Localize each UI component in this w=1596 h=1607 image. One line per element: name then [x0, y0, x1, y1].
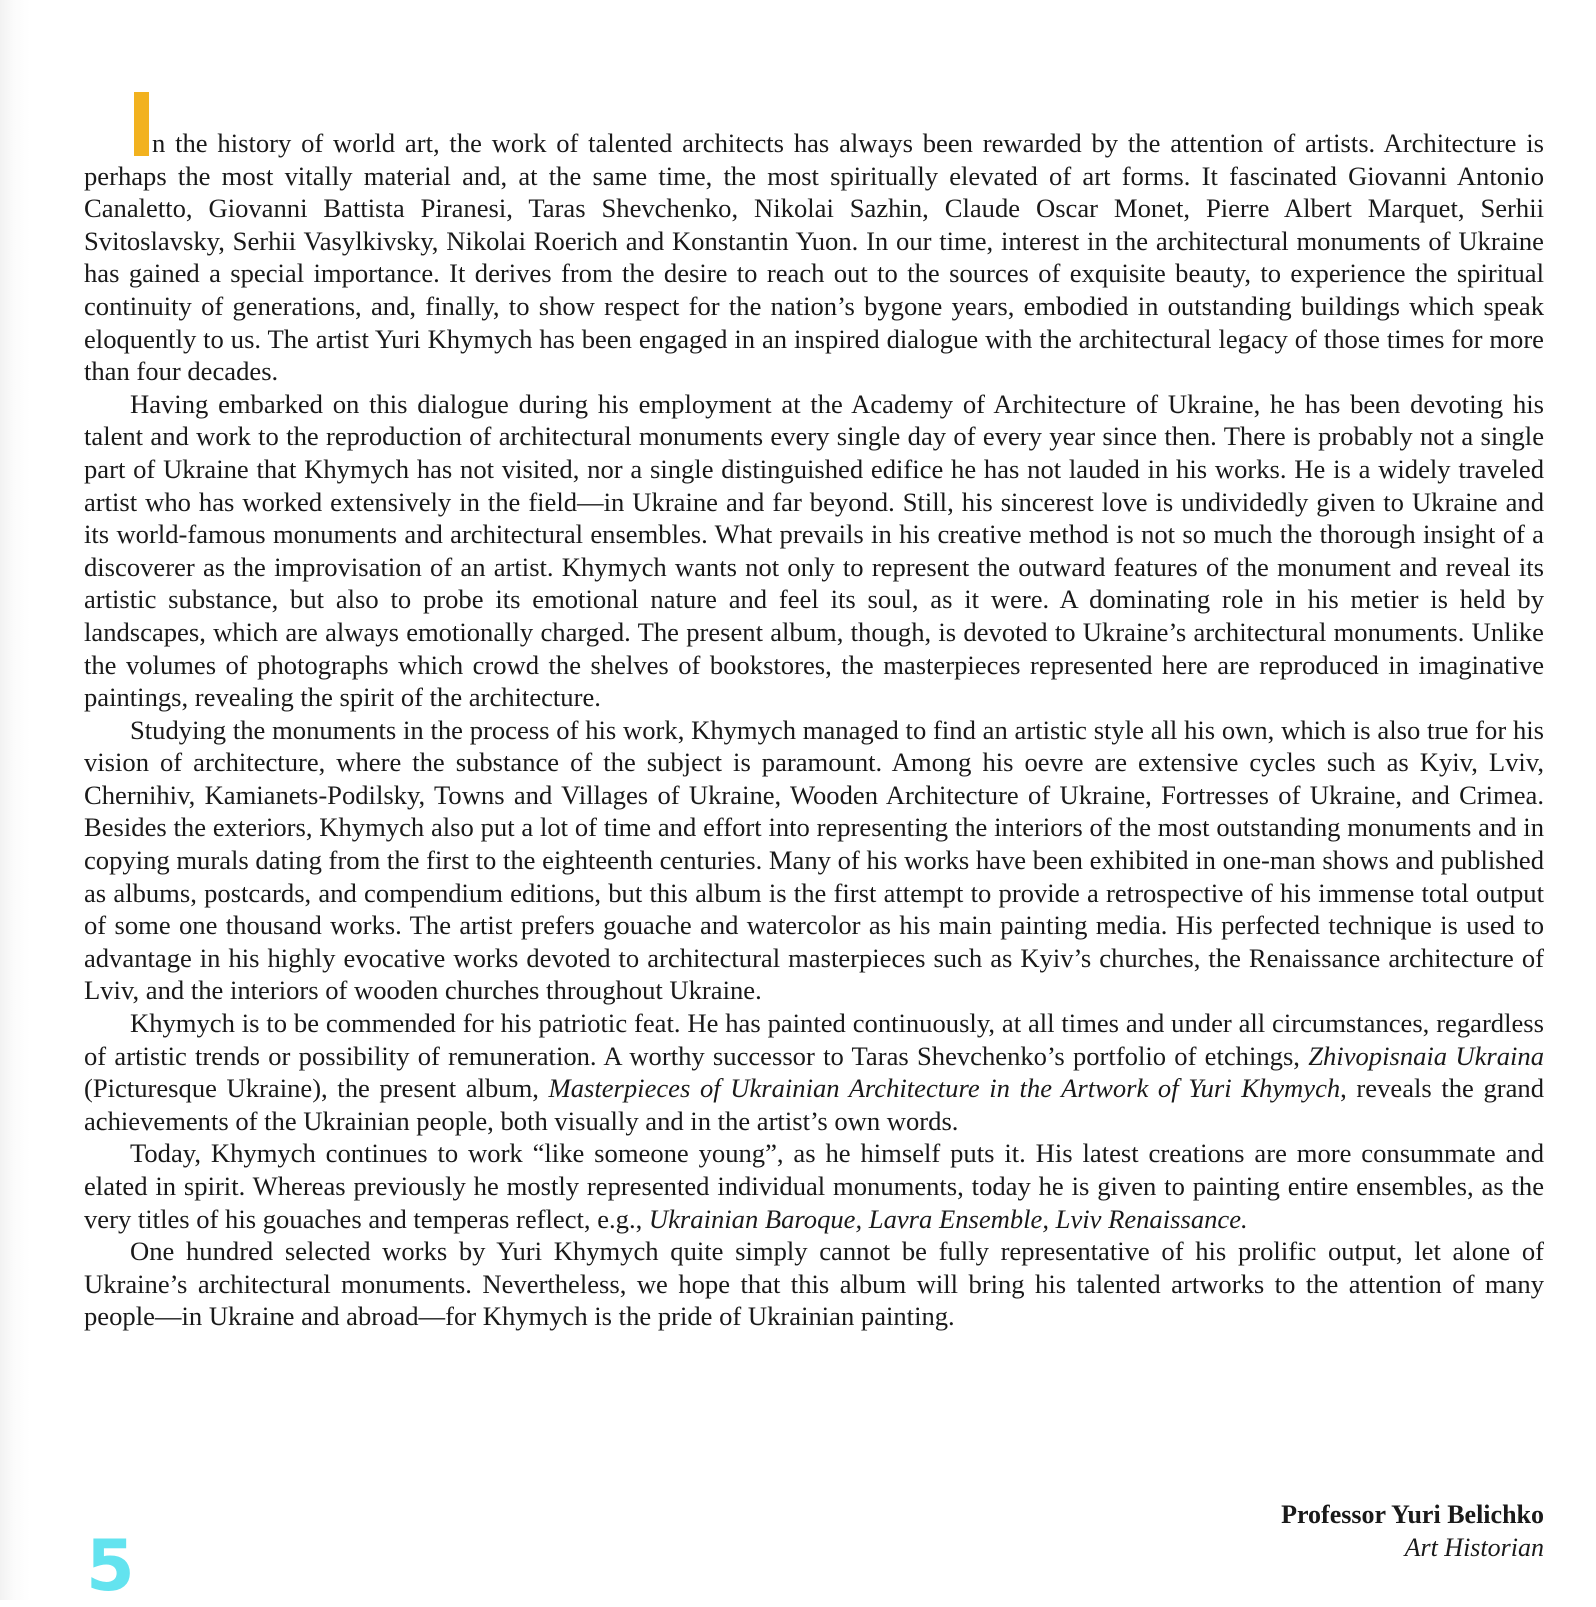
drop-cap-bar: [134, 92, 149, 156]
article-paragraph: [84, 1235, 1544, 1333]
author-signature: [1281, 1498, 1544, 1564]
article-paragraph: [84, 92, 1544, 388]
paragraph-text: (Picturesque Ukraine), the present album,: [84, 1073, 549, 1104]
article-paragraph: [84, 388, 1544, 714]
article-body: [84, 92, 1544, 1333]
article-paragraph: [84, 714, 1544, 1007]
page-number: 5: [86, 1525, 135, 1607]
paragraph-text: n the history of world art, the work of talented architects has always been rewarded by the attention of artists. Architecture is perhaps the most vitally material and, at the same time, the most spiritually elevated of art forms. It fascinated Giovanni Antonio Canaletto, Giovanni Battista Piranesi, Taras Shevchenko, Nikolai Sazhin, Claude Oscar Monet, Pierre Albert Marquet, Serhii Svitoslavsky, Serhii Vasylkivsky, Nikolai Roerich and Konstantin Yuon. In our time, interest in the architectural monuments of Ukraine has gained a special importance. It derives from the desire to reach out to the sources of exquisite beauty, to experience the spiritual continuity of generations, and, finally, to show respect for the nation’s bygone years, embodied in outstanding buildings which speak eloquently to us. The artist Yuri Khymych has been engaged in an inspired dialogue with the architectural legacy of those times for more than four decades.: [84, 128, 1544, 387]
paragraph-text: Today, Khymych continues to work “like someone young”, as he himself puts it. His latest creations are more consummate and elated in spirit. Whereas previously he mostly represented individual monuments, today he is given to painting entire ensembles, as the very titles of his gouaches and temperas reflect, e.g.,: [84, 1138, 1544, 1234]
paragraph-text: Having embarked on this dialogue during his employment at the Academy of Architecture of Ukraine, he has been devoting his talent and work to the reproduction of architectural monuments every single day of every year since then. There is probably not a single part of Ukraine that Khymych has not visited, nor a single distinguished edifice he has not lauded in his works. He is a widely traveled artist who has worked extensively in the field—in Ukraine and far beyond. Still, his sincerest love is undividedly given to Ukraine and its world-famous monuments and architectural ensembles. What prevails in his creative method is not so much the thorough insight of a discoverer as the improvisation of an artist. Khymych wants not only to represent the outward features of the monument and reveal its artistic substance, but also to probe its emotional nature and feel its soul, as it were. A dominating role in his metier is held by landscapes, which are always emotionally charged. The present album, though, is devoted to Ukraine’s architectural monuments. Unlike the volumes of photographs which crowd the shelves of bookstores, the masterpieces represented here are reproduced in imaginative paintings, revealing the spirit of the architecture.: [84, 388, 1544, 713]
paragraph-text: Khymych is to be commended for his patriotic feat. He has painted continuously, at all times and under all circumstances, regardless of artistic trends or possibility of remuneration. A worthy successor to Taras Shevchenko’s portfolio of etchings,: [84, 1008, 1544, 1071]
author-name: Professor Yuri Belichko: [1281, 1500, 1544, 1529]
paragraph-text: One hundred selected works by Yuri Khymych quite simply cannot be fully representative of his prolific output, let alone of Ukraine’s architectural monuments. Nevertheless, we hope that this album will bring his talented artworks to the attention of many people—in Ukraine and abroad—for Khymych is the pride of Ukrainian painting.: [84, 1236, 1544, 1332]
paragraph-text: , reveals the grand achievements of the Ukrainian people, both visually and in the artist’s own words.: [84, 1073, 1544, 1136]
article-paragraph: [84, 1137, 1544, 1235]
article-paragraph: [84, 1007, 1544, 1137]
italic-title: Ukrainian Baroque, Lavra Ensemble, Lviv Renaissance.: [648, 1203, 1248, 1234]
author-role: Art Historian: [1404, 1533, 1544, 1562]
paragraph-text: Studying the monuments in the process of his work, Khymych managed to find an artistic style all his own, which is also true for his vision of architecture, where the substance of the subject is paramount. Among his oevre are extensive cycles such as Kyiv, Lviv, Chernihiv, Kamianets-Podilsky, Towns and Villages of Ukraine, Wooden Architecture of Ukraine, Fortresses of Ukraine, and Crimea. Besides the exteriors, Khymych also put a lot of time and effort into representing the interiors of the most outstanding monuments and in copying murals dating from the first to the eighteenth centuries. Many of his works have been exhibited in one-man shows and published as albums, postcards, and compendium editions, but this album is the first attempt to provide a retrospective of his immense total output of some one thousand works. The artist prefers gouache and watercolor as his main painting media. His perfected technique is used to advantage in his highly evocative works devoted to architectural masterpieces such as Kyiv’s churches, the Renaissance architecture of Lviv, and the interiors of wooden churches throughout Ukraine.: [84, 714, 1544, 1006]
italic-title: Zhivopisnaia Ukraina: [1308, 1040, 1544, 1071]
italic-title: Masterpieces of Ukrainian Architecture in the Artwork of Yuri Khymych: [548, 1073, 1341, 1104]
